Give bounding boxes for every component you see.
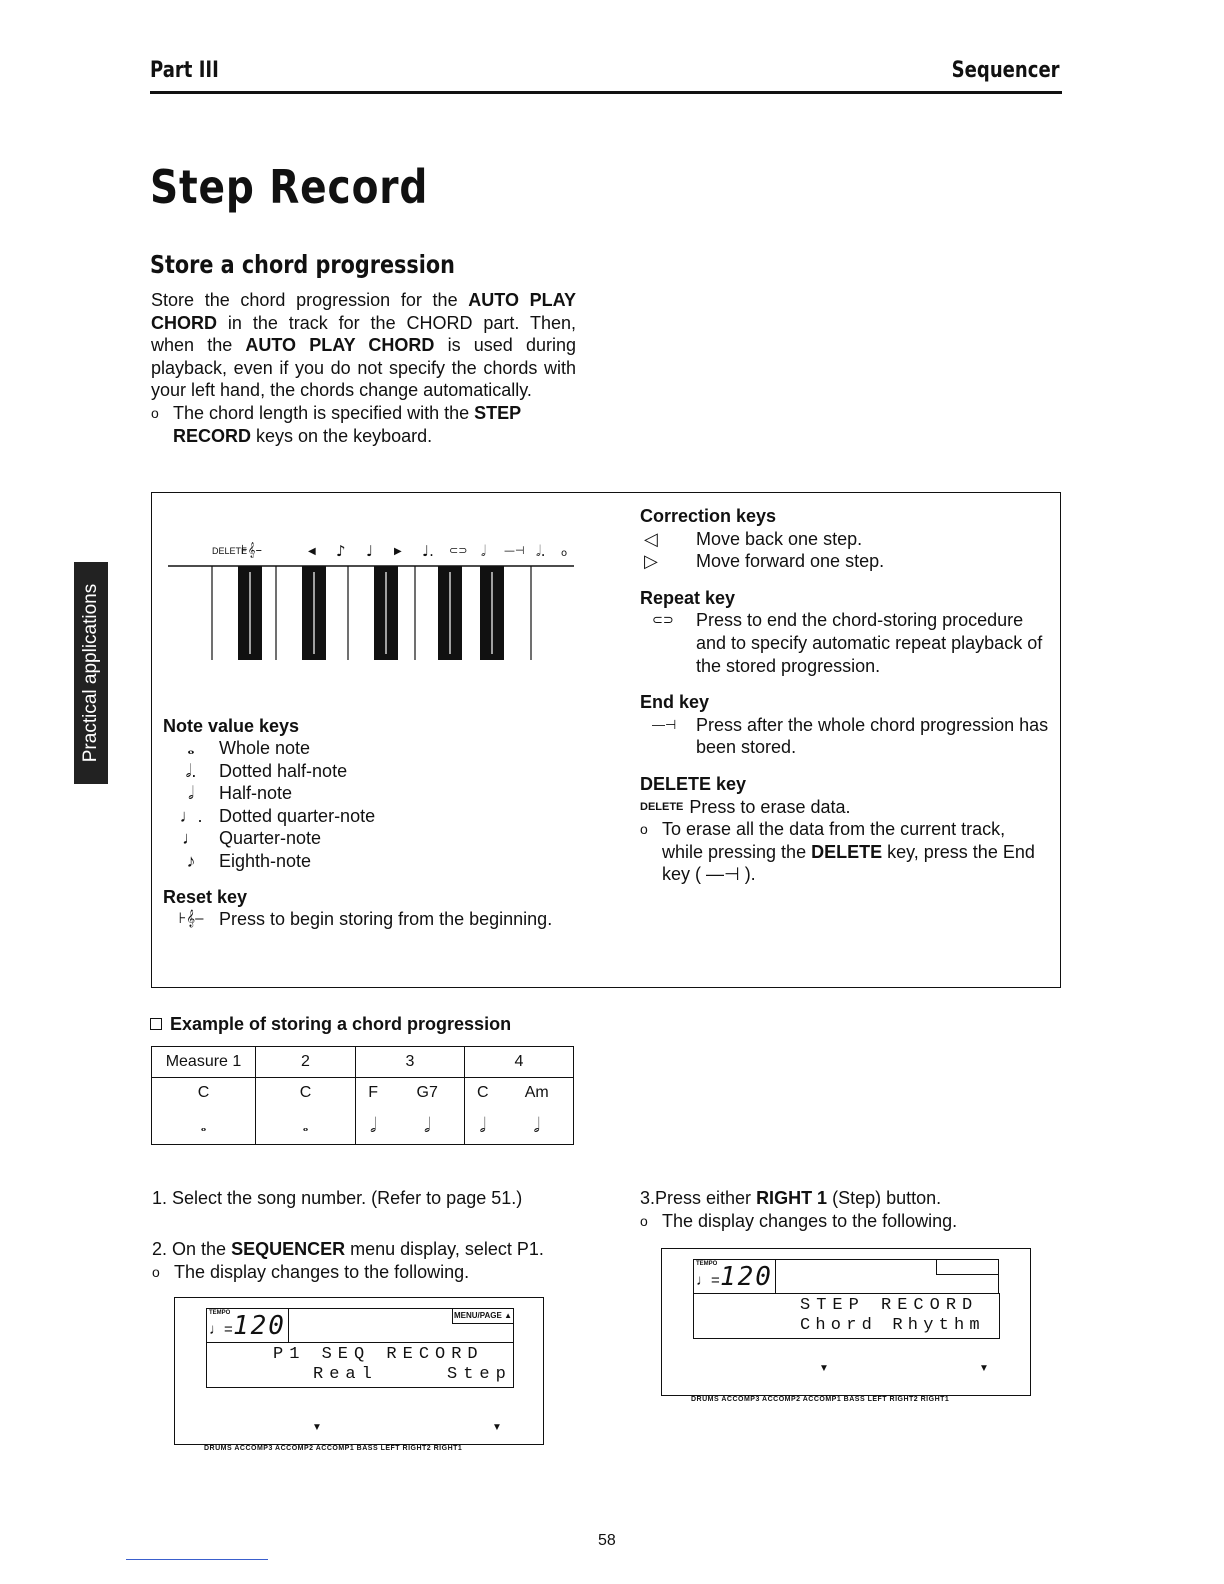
dotted-quarter-icon: ♩. xyxy=(422,542,434,560)
bullet-icon: o xyxy=(640,821,648,838)
note-value-heading: Note value keys xyxy=(163,716,300,736)
chord-progression-table xyxy=(151,1046,574,1145)
dotted-quarter-note-icon: ♩. xyxy=(179,805,203,826)
back-key-icon: ◀ xyxy=(308,546,316,557)
list-item: ♩ Quarter-note xyxy=(163,827,583,850)
forward-arrow-icon: ▷ xyxy=(644,551,658,572)
tempo-box: TEMPO ♩= 120 xyxy=(693,1259,776,1294)
keyboard-delete-label: DELETE xyxy=(212,546,248,556)
table-row: C C F G7 C Am xyxy=(152,1078,574,1109)
chevron-down-icon: ▼ xyxy=(312,1422,322,1433)
repeat-key-icon: ⊂⊃ xyxy=(652,612,674,628)
repeat-heading: Repeat key xyxy=(640,587,736,608)
whole-note-icon: 𝅝 xyxy=(187,738,195,758)
bullet-icon: o xyxy=(152,1263,160,1280)
note-value-section xyxy=(163,716,583,930)
end-heading: End key xyxy=(640,692,710,713)
menu-page-indicator xyxy=(936,1260,999,1275)
bullet-icon: o xyxy=(640,1212,648,1229)
tempo-value: 120 xyxy=(720,1262,773,1292)
quarter-note-icon: ♩ xyxy=(182,828,200,849)
list-item: 𝅗𝅥. Dotted half-note xyxy=(163,760,583,783)
delete-heading: DELETE key xyxy=(640,773,747,794)
end-key-icon: —⊣ xyxy=(652,716,677,732)
quarter-note-icon: ♩= xyxy=(696,1272,720,1289)
step-1: 1. Select the song number. (Refer to page 51.) xyxy=(152,1188,523,1208)
chevron-down-icon: ▼ xyxy=(979,1363,989,1374)
step-3: 3.Press either RIGHT 1 (Step) button. o The display changes to the following. xyxy=(640,1188,958,1231)
lcd-display-p1 xyxy=(174,1297,544,1445)
intro-bullet: o The chord length is specified with the STEP RECORD keys on the keyboard. xyxy=(151,402,521,446)
back-arrow-icon: ◁ xyxy=(644,528,658,549)
delete-key-icon: DELETE xyxy=(640,800,684,813)
dotted-half-icon: 𝅗𝅥. xyxy=(536,542,546,560)
list-item: 𝅗𝅥 Half-note xyxy=(163,782,583,805)
half-note-icon: 𝅗𝅥 xyxy=(188,783,194,804)
lcd-footer-labels: DRUMS ACCOMP3 ACCOMP2 ACCOMP1 BASS LEFT RIGHT2 RIGHT1 xyxy=(204,1445,463,1452)
half-note-icon: 𝅗𝅥 xyxy=(481,542,486,560)
list-item: ♪ Eighth-note xyxy=(163,850,583,873)
forward-key-icon: ▶ xyxy=(394,546,402,557)
footer-link-line xyxy=(126,1559,268,1560)
bullet-icon: o xyxy=(151,404,159,421)
menu-page-indicator: MENU/PAGE ▲ xyxy=(452,1309,513,1324)
tempo-value: 120 xyxy=(233,1311,286,1341)
intro-text xyxy=(151,289,576,447)
quarter-note-icon: ♩= xyxy=(209,1321,233,1338)
sidebar-tab xyxy=(74,562,108,784)
lcd-text-area: P1 SEQ RECORD Real Step xyxy=(206,1342,514,1388)
delete-bullet: o To erase all the data from the current track, while pressing the DELETE key, press the End key ( —⊣ ). xyxy=(640,819,1035,885)
correction-section: Correction keys ◁ Move back one step. ▷ Move forward one step. Repeat key ⊂⊃ Press to end the chord-storing procedure and to specify automatic repeat playback of the stored progression. End key —⊣ Press after the whole chord progression has been stored. DELETE key DELETE Press to erase data. o To erase all the data from the current track, while pressing the DELETE key, press the End key ( —⊣ ). xyxy=(640,506,1049,885)
eighth-note-icon: ♪ xyxy=(186,850,196,871)
reset-key-icon: ⊦𝄞– xyxy=(241,543,262,558)
reset-key-row: ⊦𝄞– Press to begin storing from the beginning. xyxy=(163,908,583,931)
table-row: Measure 1 2 3 4 xyxy=(152,1047,574,1078)
intro-paragraph: Store the chord progression for the AUTO PLAY CHORD in the track for the CHORD part. Then, when the AUTO PLAY CHORD is used during playback, even if you do not specify the chords with your left hand, the chords change automatically. xyxy=(151,290,576,401)
quarter-note-icon: ♩ xyxy=(366,542,374,560)
reset-key-heading: Reset key xyxy=(163,886,248,907)
lcd-display-step xyxy=(661,1248,1031,1396)
list-item: 𝅝 Whole note xyxy=(163,737,583,760)
correction-heading: Correction keys xyxy=(640,506,777,526)
reset-key-icon: ⊦𝄞– xyxy=(178,909,204,927)
chevron-down-icon: ▼ xyxy=(819,1363,829,1374)
lcd-text-area: STEP RECORD Chord Rhythm xyxy=(693,1293,1000,1339)
list-item: ♩. Dotted quarter-note xyxy=(163,805,583,828)
black-keys xyxy=(238,566,504,660)
repeat-key-icon: ⊂⊃ xyxy=(449,544,468,557)
whole-note-icon: o xyxy=(561,548,568,559)
page-title: Step Record xyxy=(150,160,429,214)
eighth-note-icon: ♪ xyxy=(336,542,346,560)
header-rule xyxy=(150,91,1062,94)
tempo-box: TEMPO ♩= 120 xyxy=(206,1308,289,1343)
section-label: Sequencer xyxy=(952,58,1060,83)
part-label: Part III xyxy=(150,58,219,83)
lcd-footer-labels: DRUMS ACCOMP3 ACCOMP2 ACCOMP1 BASS LEFT RIGHT2 RIGHT1 xyxy=(691,1396,950,1403)
end-key-icon: —⊣ xyxy=(504,544,525,557)
chevron-down-icon: ▼ xyxy=(492,1422,502,1433)
keyboard-illustration xyxy=(168,536,578,662)
checkbox-icon xyxy=(150,1018,162,1030)
example-heading: Example of storing a chord progression xyxy=(150,1014,511,1035)
dotted-half-note-icon: 𝅗𝅥. xyxy=(185,760,197,781)
sidebar-label: Practical applications xyxy=(80,583,101,763)
table-row: 𝅝 𝅝 𝅗𝅥 𝅗𝅥 𝅗𝅥 𝅗𝅥 xyxy=(152,1108,574,1145)
step-2: 2. On the SEQUENCER menu display, select P1. o The display changes to the following. xyxy=(152,1239,544,1282)
page-number: 58 xyxy=(598,1532,616,1549)
section-subtitle: Store a chord progression xyxy=(150,250,455,279)
